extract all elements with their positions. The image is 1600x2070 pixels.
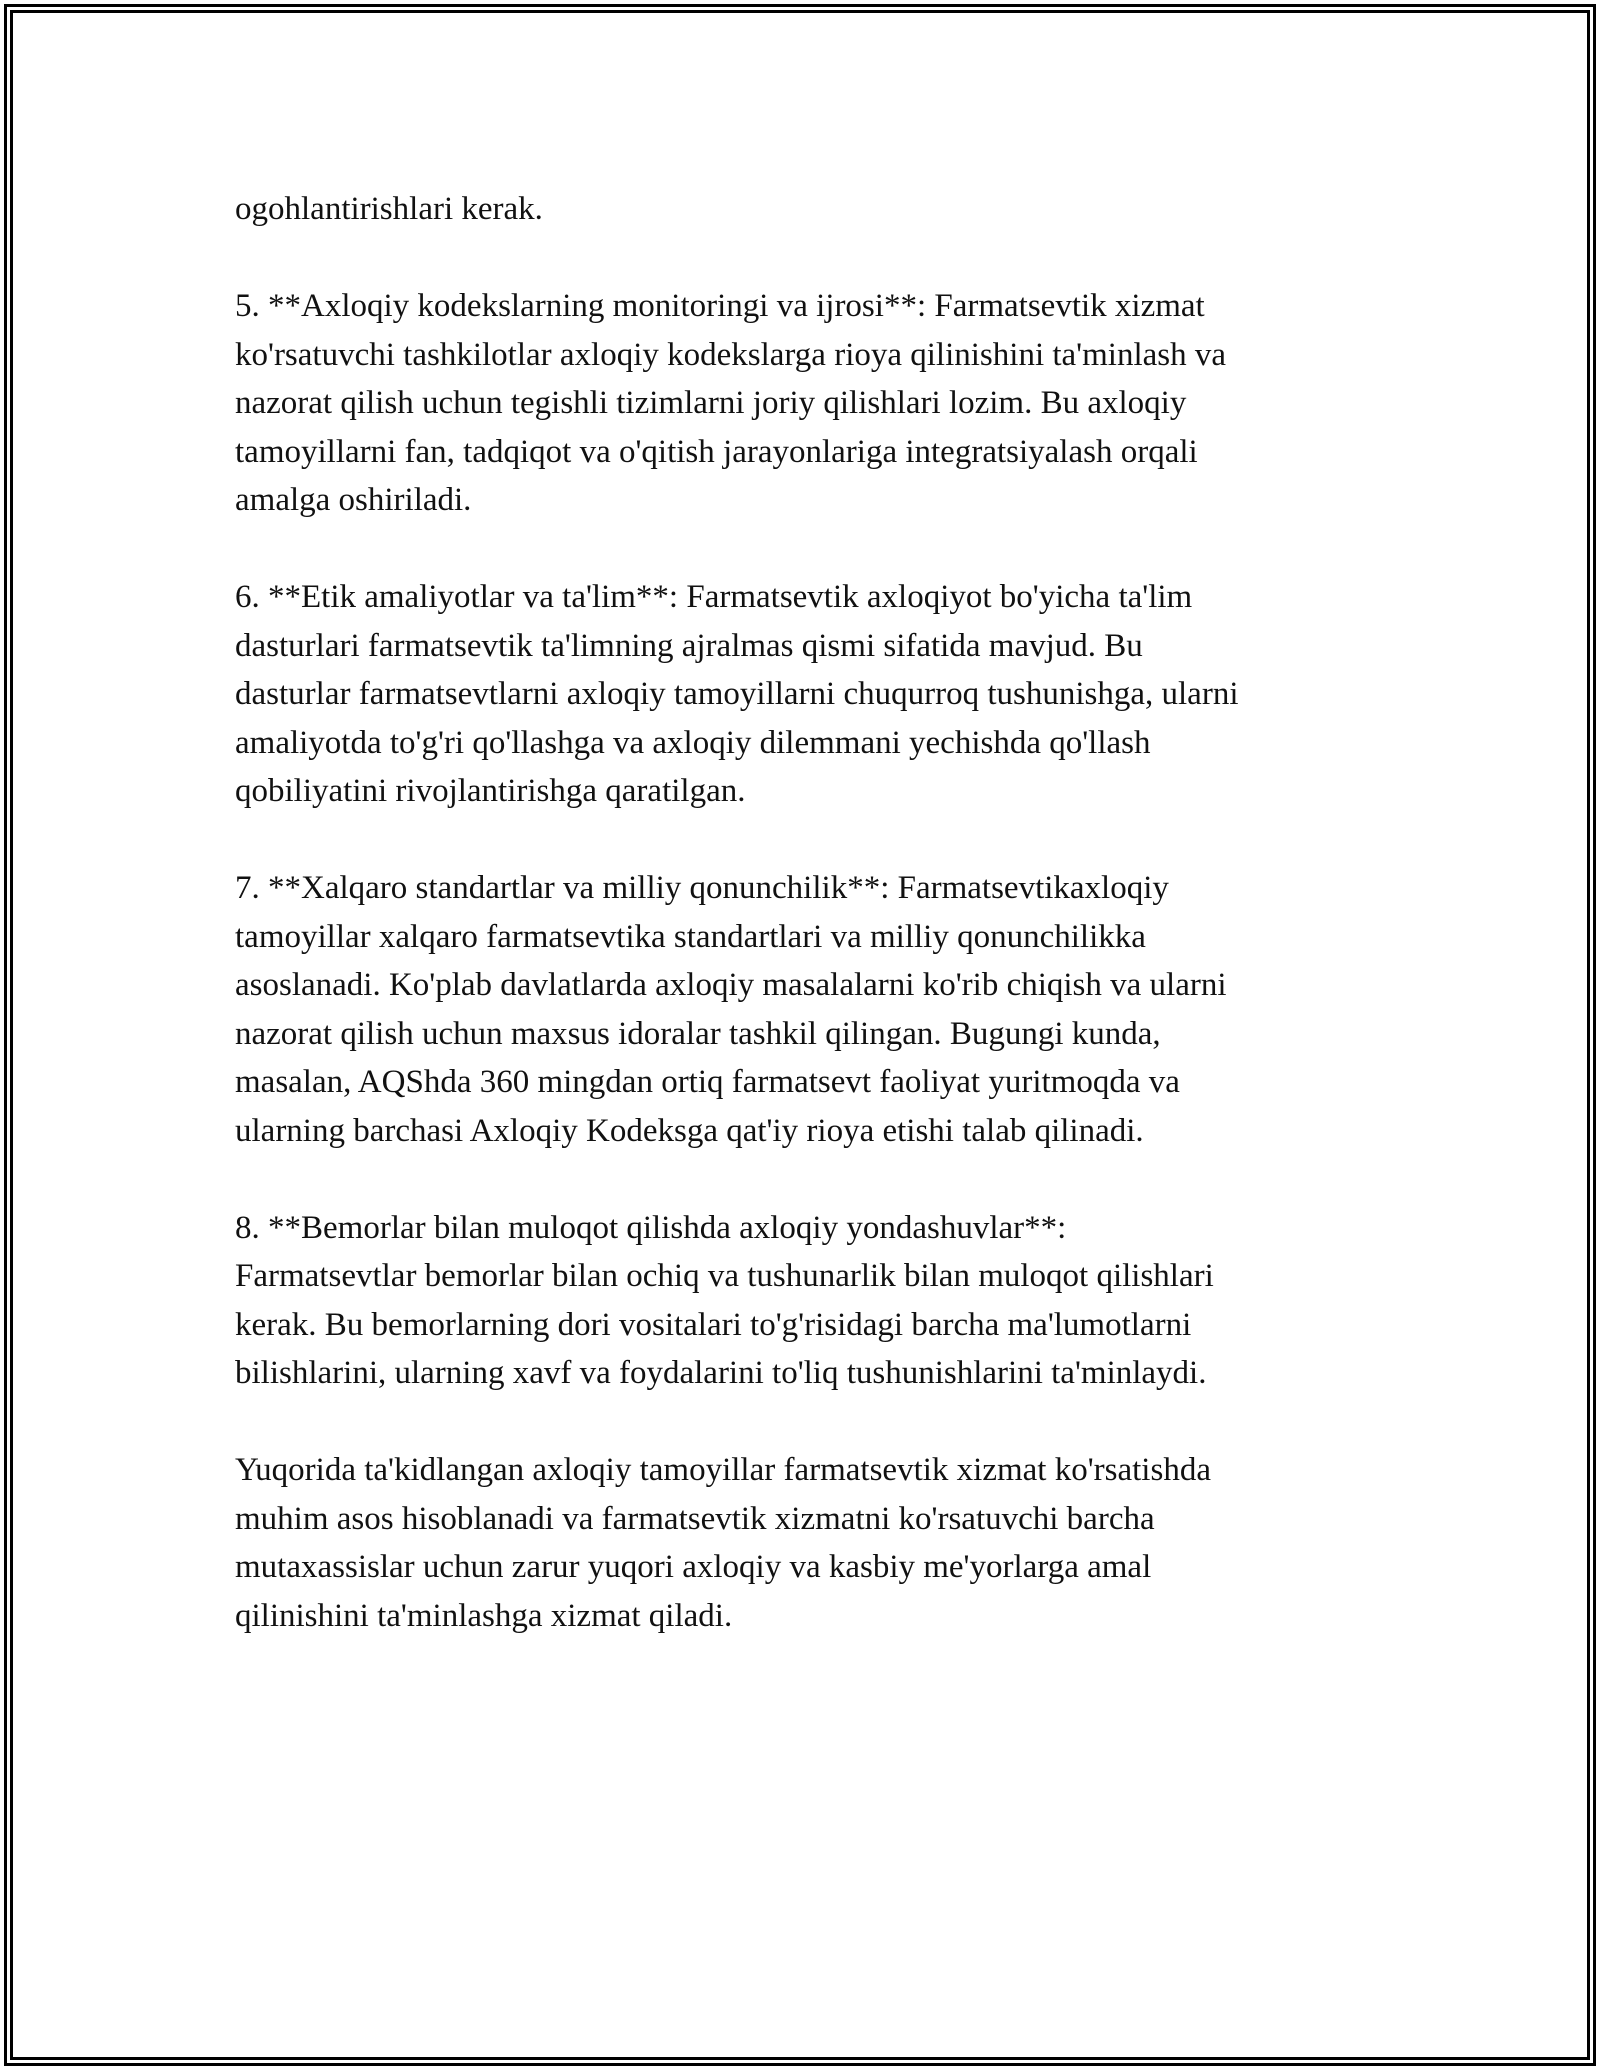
paragraph-continuation: ogohlantirishlari kerak. (235, 191, 543, 227)
paragraph-item-6: 6. **Etik amaliyotlar va ta'lim**: Farmatsevtik axloqiyot bo'yicha ta'lim dasturlari farmatsevtik ta'limning ajralmas qismi sifatida mavjud. Bu dasturlar farmatsevtlarni axloqiy tamoyillarni chuqurroq tushunishga, ularni amaliyotda to'g'ri qo'llashga va axloqiy dilemmani yechishda qo'llash qobiliyatini rivojlantirishga qaratilgan. (235, 579, 1239, 809)
document-body (235, 185, 1415, 1689)
paragraph-item-7: 7. **Xalqaro standartlar va milliy qonunchilik**: Farmatsevtikaxloqiy tamoyillar xalqaro farmatsevtika standartlari va milliy qonunchilikka asoslanadi. Ko'plab davlatlarda axloqiy masalalarni ko'rib chiqish va ularni nazorat qilish uchun maxsus idoralar tashkil qilingan. Bugungi kunda, masalan, AQShda 360 mingdan ortiq farmatsevt faoliyat yuritmoqda va ularning barchasi Axloqiy Kodeksga qat'iy rioya etishi talab qilinadi. (235, 870, 1227, 1149)
paragraph-conclusion: Yuqorida ta'kidlangan axloqiy tamoyillar farmatsevtik xizmat ko'rsatishda muhim asos hisoblanadi va farmatsevtik xizmatni ko'rsatuvchi barcha mutaxassislar uchun zarur yuqori axloqiy va kasbiy me'yorlarga amal qilinishini ta'minlashga xizmat qiladi. (235, 1452, 1211, 1634)
paragraph-item-5: 5. **Axloqiy kodekslarning monitoringi va ijrosi**: Farmatsevtik xizmat ko'rsatuvchi tashkilotlar axloqiy kodekslarga rioya qilinishini ta'minlash va nazorat qilish uchun tegishli tizimlarni joriy qilishlari lozim. Bu axloqiy tamoyillarni fan, tadqiqot va o'qitish jarayonlariga integratsiyalash orqali amalga oshiriladi. (235, 288, 1227, 518)
paragraph-item-8: 8. **Bemorlar bilan muloqot qilishda axloqiy yondashuvlar**: Farmatsevtlar bemorlar bilan ochiq va tushunarlik bilan muloqot qilishlari kerak. Bu bemorlarning dori vositalari to'g'risidagi barcha ma'lumotlarni bilishlarini, ularning xavf va foydalarini to'liq tushunishlarini ta'minlaydi. (235, 1209, 1214, 1391)
